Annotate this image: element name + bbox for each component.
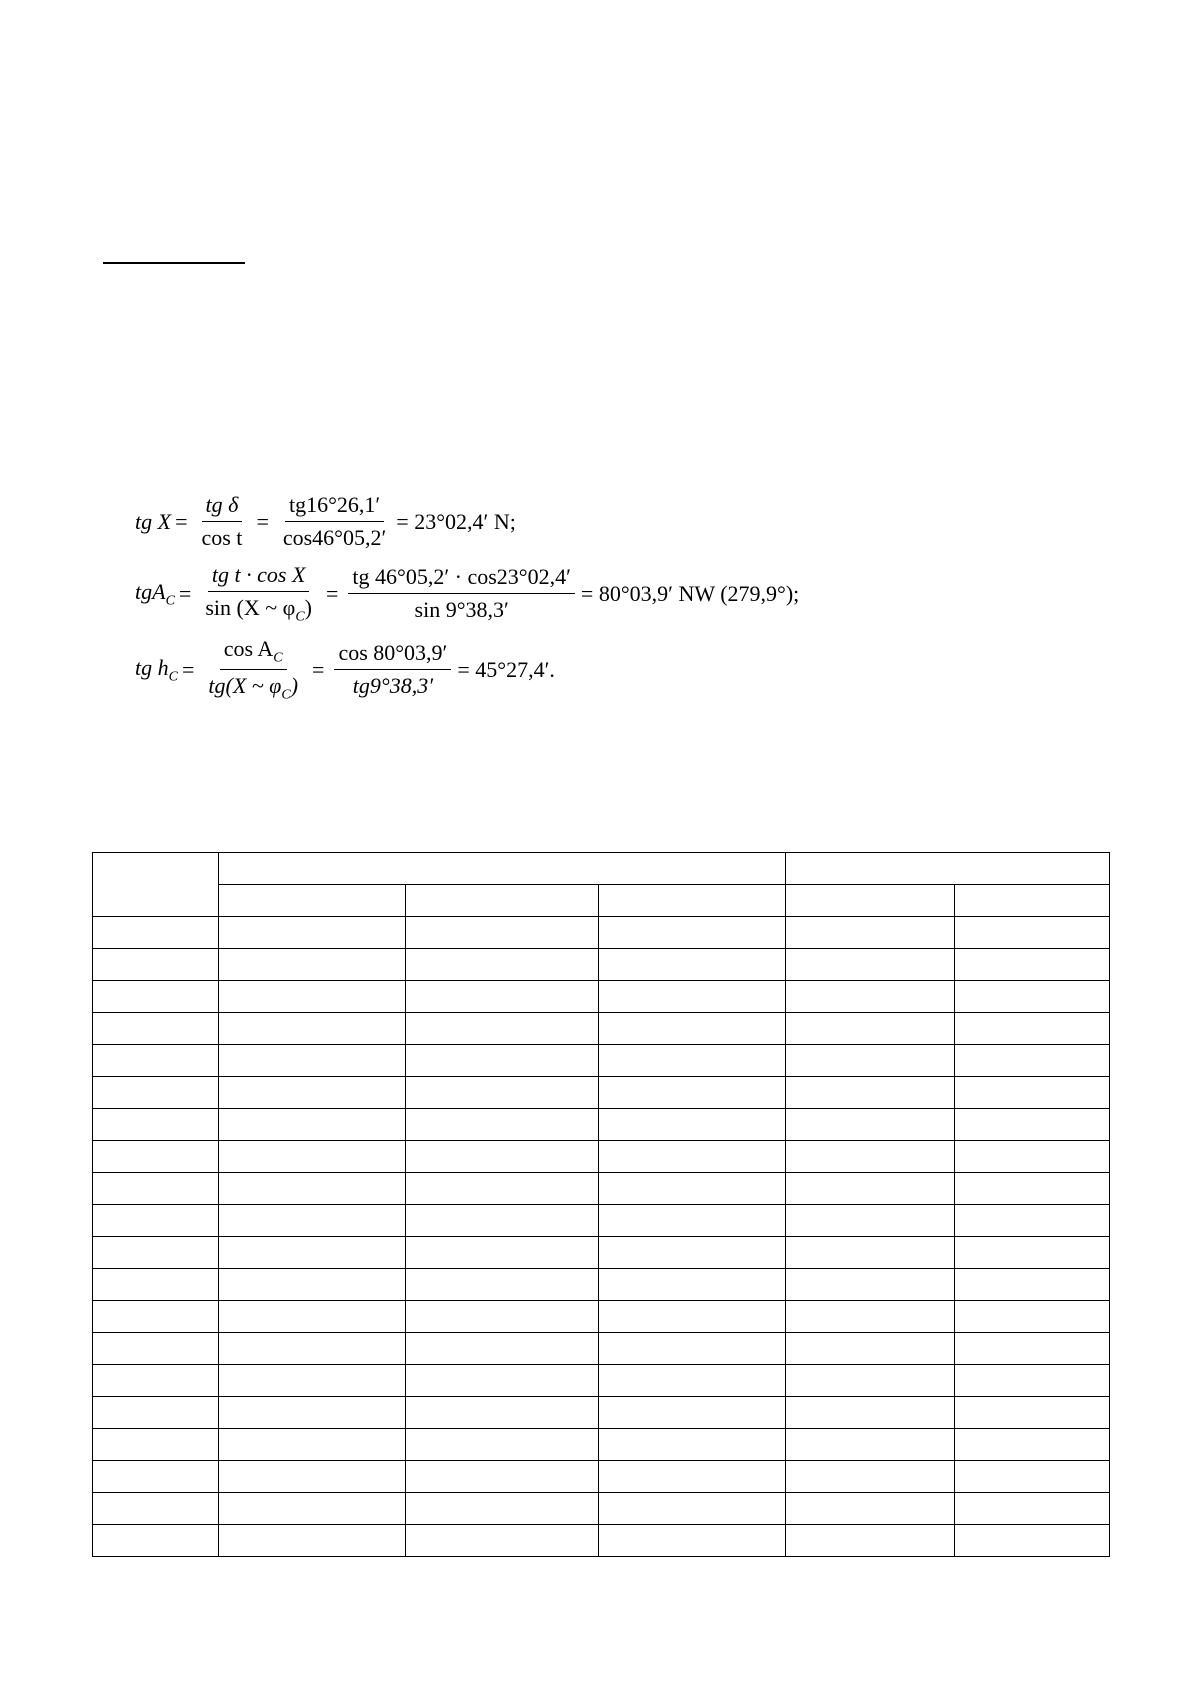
table-row: [93, 1205, 1110, 1237]
table-cell: [219, 1269, 406, 1301]
table-cell: [599, 1077, 786, 1109]
table-row: [93, 1269, 1110, 1301]
table-row: [93, 949, 1110, 981]
table-cell: [93, 1525, 219, 1557]
table-cell: [406, 1301, 599, 1333]
table-row: [93, 981, 1110, 1013]
table-cell: [599, 1205, 786, 1237]
table-cell: [955, 1269, 1110, 1301]
table-cell: [219, 1525, 406, 1557]
formula-tg-hc: tg $h_C$ = $\frac{\cos A_C}{tg(X \sim \varphi_C)}$ = $\frac{\cos 80^\circ 03,9'}{tg9^\circ 38,3'}$ = 45°27,4′.: [135, 636, 555, 703]
table-cell: [955, 1429, 1110, 1461]
table-cell: [599, 917, 786, 949]
table-cell: [219, 1493, 406, 1525]
table-cell: [599, 1429, 786, 1461]
formula-tg-ac: tgA$_C$ = $\frac{\text{tg t · cos X}}{\sin (X \sim \varphi_C)}$ = $\frac{tg 46^\circ 05,2' \cdot \cos 23^\circ 02,4'}{\sin 9^\circ 38,3'}$ = 80°03,9′ NW (279,9°);: [135, 562, 800, 625]
table-cell: [406, 949, 599, 981]
table-cell: [599, 1141, 786, 1173]
table-cell: [93, 1141, 219, 1173]
table-cell: [406, 1461, 599, 1493]
table-cell: [406, 1173, 599, 1205]
table-cell: [599, 1493, 786, 1525]
table-row: [93, 1237, 1110, 1269]
table-cell: [955, 1077, 1110, 1109]
table-cell: [219, 1045, 406, 1077]
underline-rule: [103, 262, 245, 264]
table-cell: [955, 1333, 1110, 1365]
table-cell: [599, 1301, 786, 1333]
table-cell: [599, 949, 786, 981]
table-cell: [599, 1397, 786, 1429]
table-cell: [93, 917, 219, 949]
table-cell: [219, 1461, 406, 1493]
table-row: [93, 1173, 1110, 1205]
table-cell: [219, 1237, 406, 1269]
table-header-row: [93, 853, 1110, 885]
table-row: [93, 1077, 1110, 1109]
table-row: [93, 1397, 1110, 1429]
numerator: tg 46°05,2′ · cos23°02,4′: [348, 564, 575, 594]
table-cell: [955, 1173, 1110, 1205]
table-cell: [599, 1237, 786, 1269]
numerator: tg δ: [202, 492, 243, 522]
table-cell: [786, 949, 955, 981]
table-cell: [219, 1077, 406, 1109]
table-cell: [406, 1013, 599, 1045]
empty-table: [92, 852, 1110, 1557]
table-cell: [955, 1493, 1110, 1525]
table-cell: [955, 1525, 1110, 1557]
denominator: sin 9°38,3′: [414, 597, 509, 623]
table-header-cell: [406, 885, 599, 917]
table-cell: [219, 1429, 406, 1461]
table-cell: [93, 981, 219, 1013]
table-cell: [93, 1205, 219, 1237]
table-cell: [786, 1269, 955, 1301]
table-cell: [599, 1461, 786, 1493]
table-cell: [219, 1397, 406, 1429]
fraction: [204, 636, 302, 704]
table-header-cell: [219, 853, 786, 885]
table-cell: [786, 1461, 955, 1493]
denominator: sin (X ~ $\varphi_C$): [205, 595, 312, 625]
table-cell: [406, 1397, 599, 1429]
table-cell: [786, 1045, 955, 1077]
table-cell: [599, 1269, 786, 1301]
table-cell: [786, 1013, 955, 1045]
formula-result: = 23°02,4′ N;: [396, 508, 516, 534]
table-row: [93, 1365, 1110, 1397]
table-cell: [599, 1365, 786, 1397]
table-cell: [93, 1301, 219, 1333]
table-cell: [786, 1525, 955, 1557]
table-cell: [219, 1141, 406, 1173]
table-row: [93, 1013, 1110, 1045]
table-cell: [93, 1333, 219, 1365]
table-cell: [93, 1077, 219, 1109]
table-cell: [955, 1397, 1110, 1429]
table-cell: [93, 949, 219, 981]
table-header-cell: [786, 885, 955, 917]
table-cell: [406, 1365, 599, 1397]
formula-tg-x: tg X = $\frac{\text{tg δ}}{\text{cos t}}$ = $\frac{tg16^\circ 26,1'}{\cos 46^\circ 05,2'}$ = 23°02,4′ N;: [135, 492, 516, 550]
table-cell: [406, 1333, 599, 1365]
table-cell: [219, 1365, 406, 1397]
table-cell: [406, 1109, 599, 1141]
table-cell: [406, 1141, 599, 1173]
table-cell: [955, 1141, 1110, 1173]
table-cell: [406, 1237, 599, 1269]
table-row: [93, 1461, 1110, 1493]
table-cell: [599, 981, 786, 1013]
table-cell: [955, 917, 1110, 949]
table-cell: [93, 1429, 219, 1461]
table-cell: [955, 1045, 1110, 1077]
table-row: [93, 917, 1110, 949]
denominator: cos t: [201, 525, 243, 550]
table-cell: [786, 1397, 955, 1429]
fraction: [279, 492, 390, 551]
table-row: [93, 1301, 1110, 1333]
table-cell: [93, 1173, 219, 1205]
table-cell: [406, 917, 599, 949]
table-cell: [599, 1045, 786, 1077]
fraction: [334, 640, 451, 699]
table-cell: [786, 1429, 955, 1461]
table-cell: [786, 1173, 955, 1205]
table-cell: [406, 1077, 599, 1109]
table-cell: [406, 1045, 599, 1077]
table-row: [93, 1493, 1110, 1525]
table-cell: [406, 981, 599, 1013]
table-cell: [955, 981, 1110, 1013]
table-row: [93, 1141, 1110, 1173]
table-cell: [219, 949, 406, 981]
table-cell: [93, 1493, 219, 1525]
table-cell: [93, 1269, 219, 1301]
table-cell: [955, 949, 1110, 981]
table-row: [93, 1045, 1110, 1077]
numerator: tg16°26,1′: [285, 492, 384, 522]
table-cell: [786, 1493, 955, 1525]
table-cell: [219, 1301, 406, 1333]
numerator: tg t · cos X: [208, 562, 310, 592]
table-cell: [786, 1365, 955, 1397]
table-cell: [93, 1045, 219, 1077]
table-cell: [93, 1109, 219, 1141]
table-cell: [599, 1013, 786, 1045]
table-cell: [219, 1333, 406, 1365]
table-cell: [219, 1173, 406, 1205]
table-cell: [599, 1333, 786, 1365]
table-row: [93, 1525, 1110, 1557]
table-cell: [219, 1205, 406, 1237]
formula-result: = 80°03,9′ NW (279,9°);: [580, 580, 800, 606]
table-subheader-row: [93, 885, 1110, 917]
table-cell: [786, 1333, 955, 1365]
formula-result: = 45°27,4′.: [457, 656, 555, 682]
table-header-cell: [93, 853, 219, 917]
denominator: tg(X ~ $\varphi_C$): [208, 673, 299, 703]
table-cell: [599, 1109, 786, 1141]
table-cell: [406, 1269, 599, 1301]
numerator: $\cos A_C$: [220, 636, 287, 670]
table-cell: [955, 1109, 1110, 1141]
formula-lhs: tg X: [135, 508, 172, 534]
table-cell: [219, 1013, 406, 1045]
table-header-cell: [219, 885, 406, 917]
table-cell: [786, 1141, 955, 1173]
table-cell: [219, 917, 406, 949]
denominator: cos46°05,2′: [282, 525, 387, 550]
table-cell: [955, 1301, 1110, 1333]
table-cell: [93, 1365, 219, 1397]
table-cell: [93, 1237, 219, 1269]
table-cell: [786, 1109, 955, 1141]
table-cell: [406, 1493, 599, 1525]
table-header-cell: [955, 885, 1110, 917]
table-cell: [786, 917, 955, 949]
table-header-cell: [786, 853, 1110, 885]
table-cell: [406, 1429, 599, 1461]
table-header-cell: [599, 885, 786, 917]
table-cell: [786, 1237, 955, 1269]
table-cell: [786, 1077, 955, 1109]
table-cell: [955, 1365, 1110, 1397]
table-cell: [219, 981, 406, 1013]
table-cell: [955, 1237, 1110, 1269]
table-cell: [786, 981, 955, 1013]
table-cell: [786, 1205, 955, 1237]
fraction: [197, 492, 246, 551]
table-row: [93, 1109, 1110, 1141]
numerator: cos 80°03,9′: [334, 640, 451, 670]
table-cell: [93, 1397, 219, 1429]
fraction: [201, 562, 316, 625]
table-cell: [786, 1301, 955, 1333]
table-cell: [406, 1205, 599, 1237]
table-cell: [955, 1013, 1110, 1045]
denominator: tg9°38,3′: [352, 673, 434, 699]
formula-lhs: tg $h_C$: [135, 654, 178, 685]
table-cell: [955, 1205, 1110, 1237]
table-cell: [955, 1461, 1110, 1493]
table-cell: [406, 1525, 599, 1557]
table-cell: [93, 1461, 219, 1493]
table-row: [93, 1429, 1110, 1461]
table-cell: [93, 1013, 219, 1045]
table-row: [93, 1333, 1110, 1365]
formula-lhs: tgA$_C$: [135, 578, 175, 608]
fraction: [348, 564, 575, 623]
table-cell: [599, 1525, 786, 1557]
table-cell: [599, 1173, 786, 1205]
table-cell: [219, 1109, 406, 1141]
